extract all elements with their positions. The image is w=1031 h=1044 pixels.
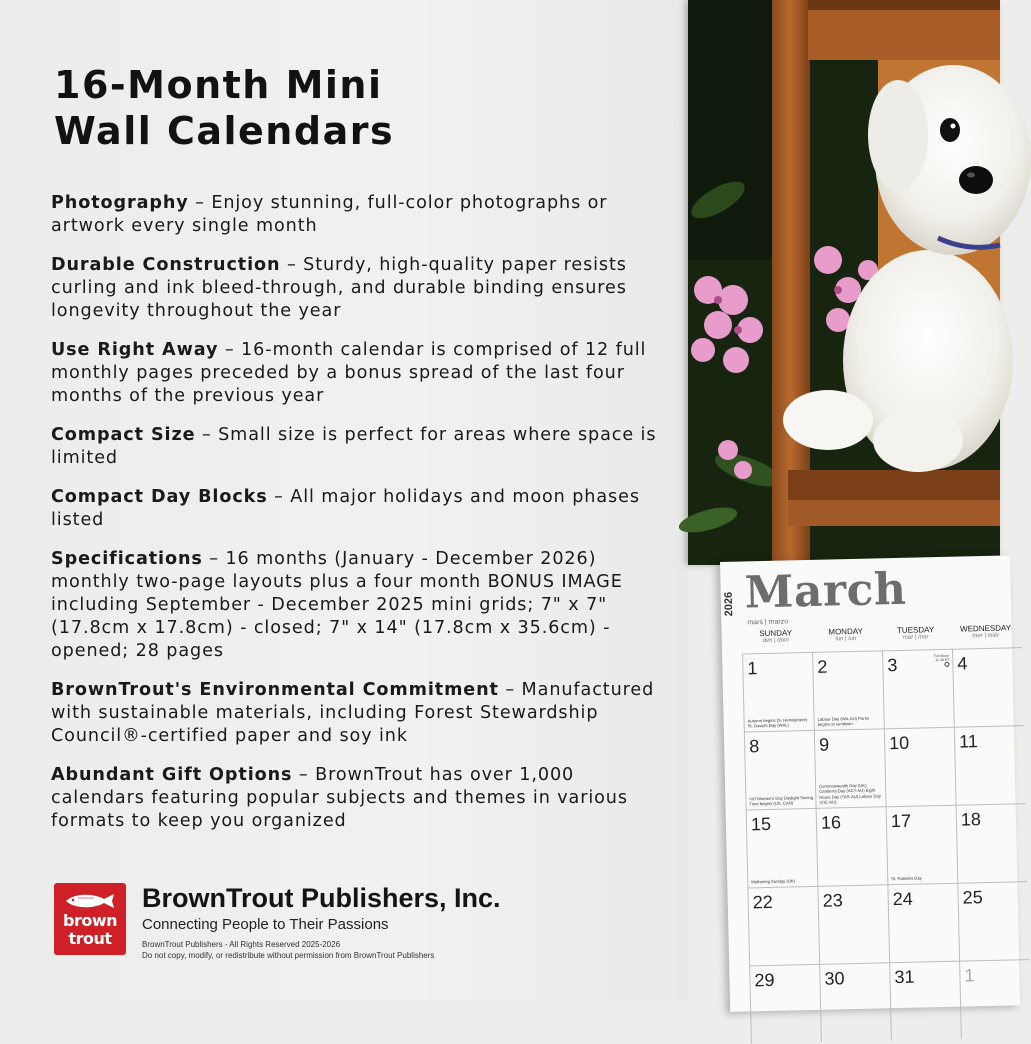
weekday-header <box>882 625 950 642</box>
feature-item <box>51 192 671 238</box>
weekday-name: WEDNESDAY <box>959 623 1012 634</box>
page-title <box>54 62 614 154</box>
feature-item <box>51 339 671 408</box>
feature-title: Compact Day Blocks <box>51 487 268 507</box>
legal-text <box>142 939 642 961</box>
day-number: 2 <box>817 656 828 677</box>
feature-item <box>51 254 671 323</box>
calendar-month-name: March <box>744 563 907 619</box>
trout-fish-icon <box>64 891 116 911</box>
day-holiday-note: St. Patrick's Day <box>891 875 922 881</box>
feature-item <box>51 424 671 470</box>
day-holiday-note: Mothering Sunday (UK) <box>751 878 796 885</box>
day-number: 24 <box>892 888 913 910</box>
weekday-name: TUESDAY <box>896 625 935 636</box>
moon-phase-label: Full Moon 11:38 ET <box>933 653 950 663</box>
feature-description: – Enjoy stunning, full-color photographs or artwork every single month <box>51 193 608 236</box>
day-number: 23 <box>822 890 843 911</box>
calendar-day-cell <box>952 647 1024 727</box>
calendar-page <box>720 555 1020 1011</box>
feature-description: – All major holidays and moon phases listed <box>51 487 640 530</box>
calendar-year: 2026 <box>722 591 736 617</box>
weekday-header <box>951 623 1019 640</box>
moon-phase <box>929 654 949 668</box>
day-holiday-note: Labour Day (WA-AU) Purim begins at sundown <box>817 715 870 727</box>
logo-word-trout: trout <box>68 929 112 948</box>
day-number: 8 <box>748 736 760 757</box>
weekday-name: SUNDAY <box>759 628 793 639</box>
calendar-day-cell <box>884 727 956 807</box>
day-number: 30 <box>824 968 845 989</box>
calendar-day-cell <box>749 964 821 1044</box>
publisher-tagline: Connecting People to Their Passions <box>142 916 389 933</box>
calendar-day-cell <box>887 883 959 963</box>
browntrout-logo <box>54 883 126 955</box>
calendar-day-cell <box>812 650 884 730</box>
weekday-name: MONDAY <box>828 626 863 637</box>
feature-title: Abundant Gift Options <box>51 765 293 785</box>
weekday-translation: mar | mar <box>902 634 929 641</box>
calendar-day-cell <box>814 728 886 808</box>
day-number: 18 <box>960 809 982 830</box>
feature-description: – Sturdy, high-quality paper resists curling and ink bleed-through, and durable binding ensures longevity throughout the year <box>51 255 627 321</box>
calendar-day-cell <box>957 881 1029 961</box>
feature-title: Use Right Away <box>51 340 219 360</box>
weekday-header <box>742 628 810 645</box>
calendar-day-cell <box>747 886 819 966</box>
day-number: 15 <box>750 813 772 835</box>
day-holiday-note: Commonwealth Day (UK) Canberra Day (ACT-AU) Eight Hours Day (TAS-AU) Labour Day (VIC-AU) <box>819 782 881 805</box>
calendar-month-translation: mars | marzo <box>747 618 789 627</box>
title-line-1: 16-Month Mini <box>54 63 383 107</box>
calendar-day-cell <box>954 725 1026 805</box>
calendar-day-cell <box>817 884 889 964</box>
brand-block <box>54 883 674 963</box>
day-number: 9 <box>818 734 830 755</box>
calendar-day-cell <box>882 649 954 729</box>
day-number: 10 <box>888 732 910 754</box>
feature-description: – BrownTrout has over 1,000 calendars featuring popular subjects and themes in various formats to keep you organized <box>51 765 628 831</box>
feature-item <box>51 679 671 748</box>
feature-title: Photography <box>51 193 189 213</box>
publisher-name: BrownTrout Publishers, Inc. <box>142 883 501 913</box>
calendar-day-cell <box>742 652 814 732</box>
calendar-day-cell <box>956 803 1028 883</box>
full-moon-icon <box>944 662 949 667</box>
calendar-day-cell <box>959 959 1031 1039</box>
day-number: 17 <box>890 810 912 832</box>
day-holiday-note: Int'l Women's Day Daylight Saving Time begins (US, CAN) <box>749 794 814 807</box>
day-number: 1 <box>747 658 758 679</box>
calendar-day-cell <box>886 805 958 885</box>
day-number: 22 <box>752 891 773 913</box>
feature-item <box>51 764 671 833</box>
weekday-header <box>812 626 880 643</box>
puppy-illustration <box>688 0 1000 565</box>
feature-description: – 16 months (January - December 2026) monthly two-page layouts plus a four month BONUS IMAGE including September - December 2025 mini grids; 7" x 7" (17.8cm x 17.8cm) - closed; 7" x 14" (17.8cm x 35.6cm) - opened; 28 pages <box>51 549 623 661</box>
calendar-day-cell <box>819 962 891 1042</box>
day-number: 31 <box>894 966 915 988</box>
day-number: 11 <box>958 731 979 752</box>
day-number: 25 <box>962 887 983 908</box>
day-holiday-note: Autumn begins (S. Hemisphere) St. David's Day (WAL) <box>747 716 808 729</box>
title-line-2: Wall Calendars <box>54 109 395 153</box>
calendar-day-cell <box>746 808 818 888</box>
day-number: 1 <box>964 965 975 986</box>
weekday-translation: lun | lun <box>835 635 857 643</box>
feature-item <box>51 548 671 663</box>
feature-description: – Small size is perfect for areas where space is limited <box>51 425 657 468</box>
feature-description: – Manufactured with sustainable materials, including Forest Stewardship Council®-certified paper and soy ink <box>51 680 655 746</box>
day-number: 4 <box>957 653 968 674</box>
day-number: 3 <box>887 655 898 676</box>
feature-title: BrownTrout's Environmental Commitment <box>51 680 499 700</box>
day-number: 16 <box>820 812 842 833</box>
calendar-day-cell <box>816 806 888 886</box>
feature-description: – 16-month calendar is comprised of 12 full monthly pages preceded by a bonus spread of the last four months of the previous year <box>51 340 647 406</box>
puppy-photo <box>688 0 1000 565</box>
feature-list <box>51 192 671 849</box>
feature-item <box>51 486 671 532</box>
legal-line-2: Do not copy, modify, or redistribute without permission from BrownTrout Publishers <box>142 951 435 960</box>
feature-title: Durable Construction <box>51 255 281 275</box>
calendar-day-cell <box>889 961 961 1041</box>
feature-title: Specifications <box>51 549 203 569</box>
calendar-day-cell <box>744 730 816 810</box>
legal-line-1: BrownTrout Publishers - All Rights Reserved 2025-2026 <box>142 940 341 949</box>
weekday-translation: dim | dom <box>762 637 789 645</box>
logo-word-brown: brown <box>62 911 117 930</box>
weekday-translation: mer | miér <box>972 632 1000 640</box>
feature-title: Compact Size <box>51 425 196 445</box>
day-number: 29 <box>754 969 775 991</box>
